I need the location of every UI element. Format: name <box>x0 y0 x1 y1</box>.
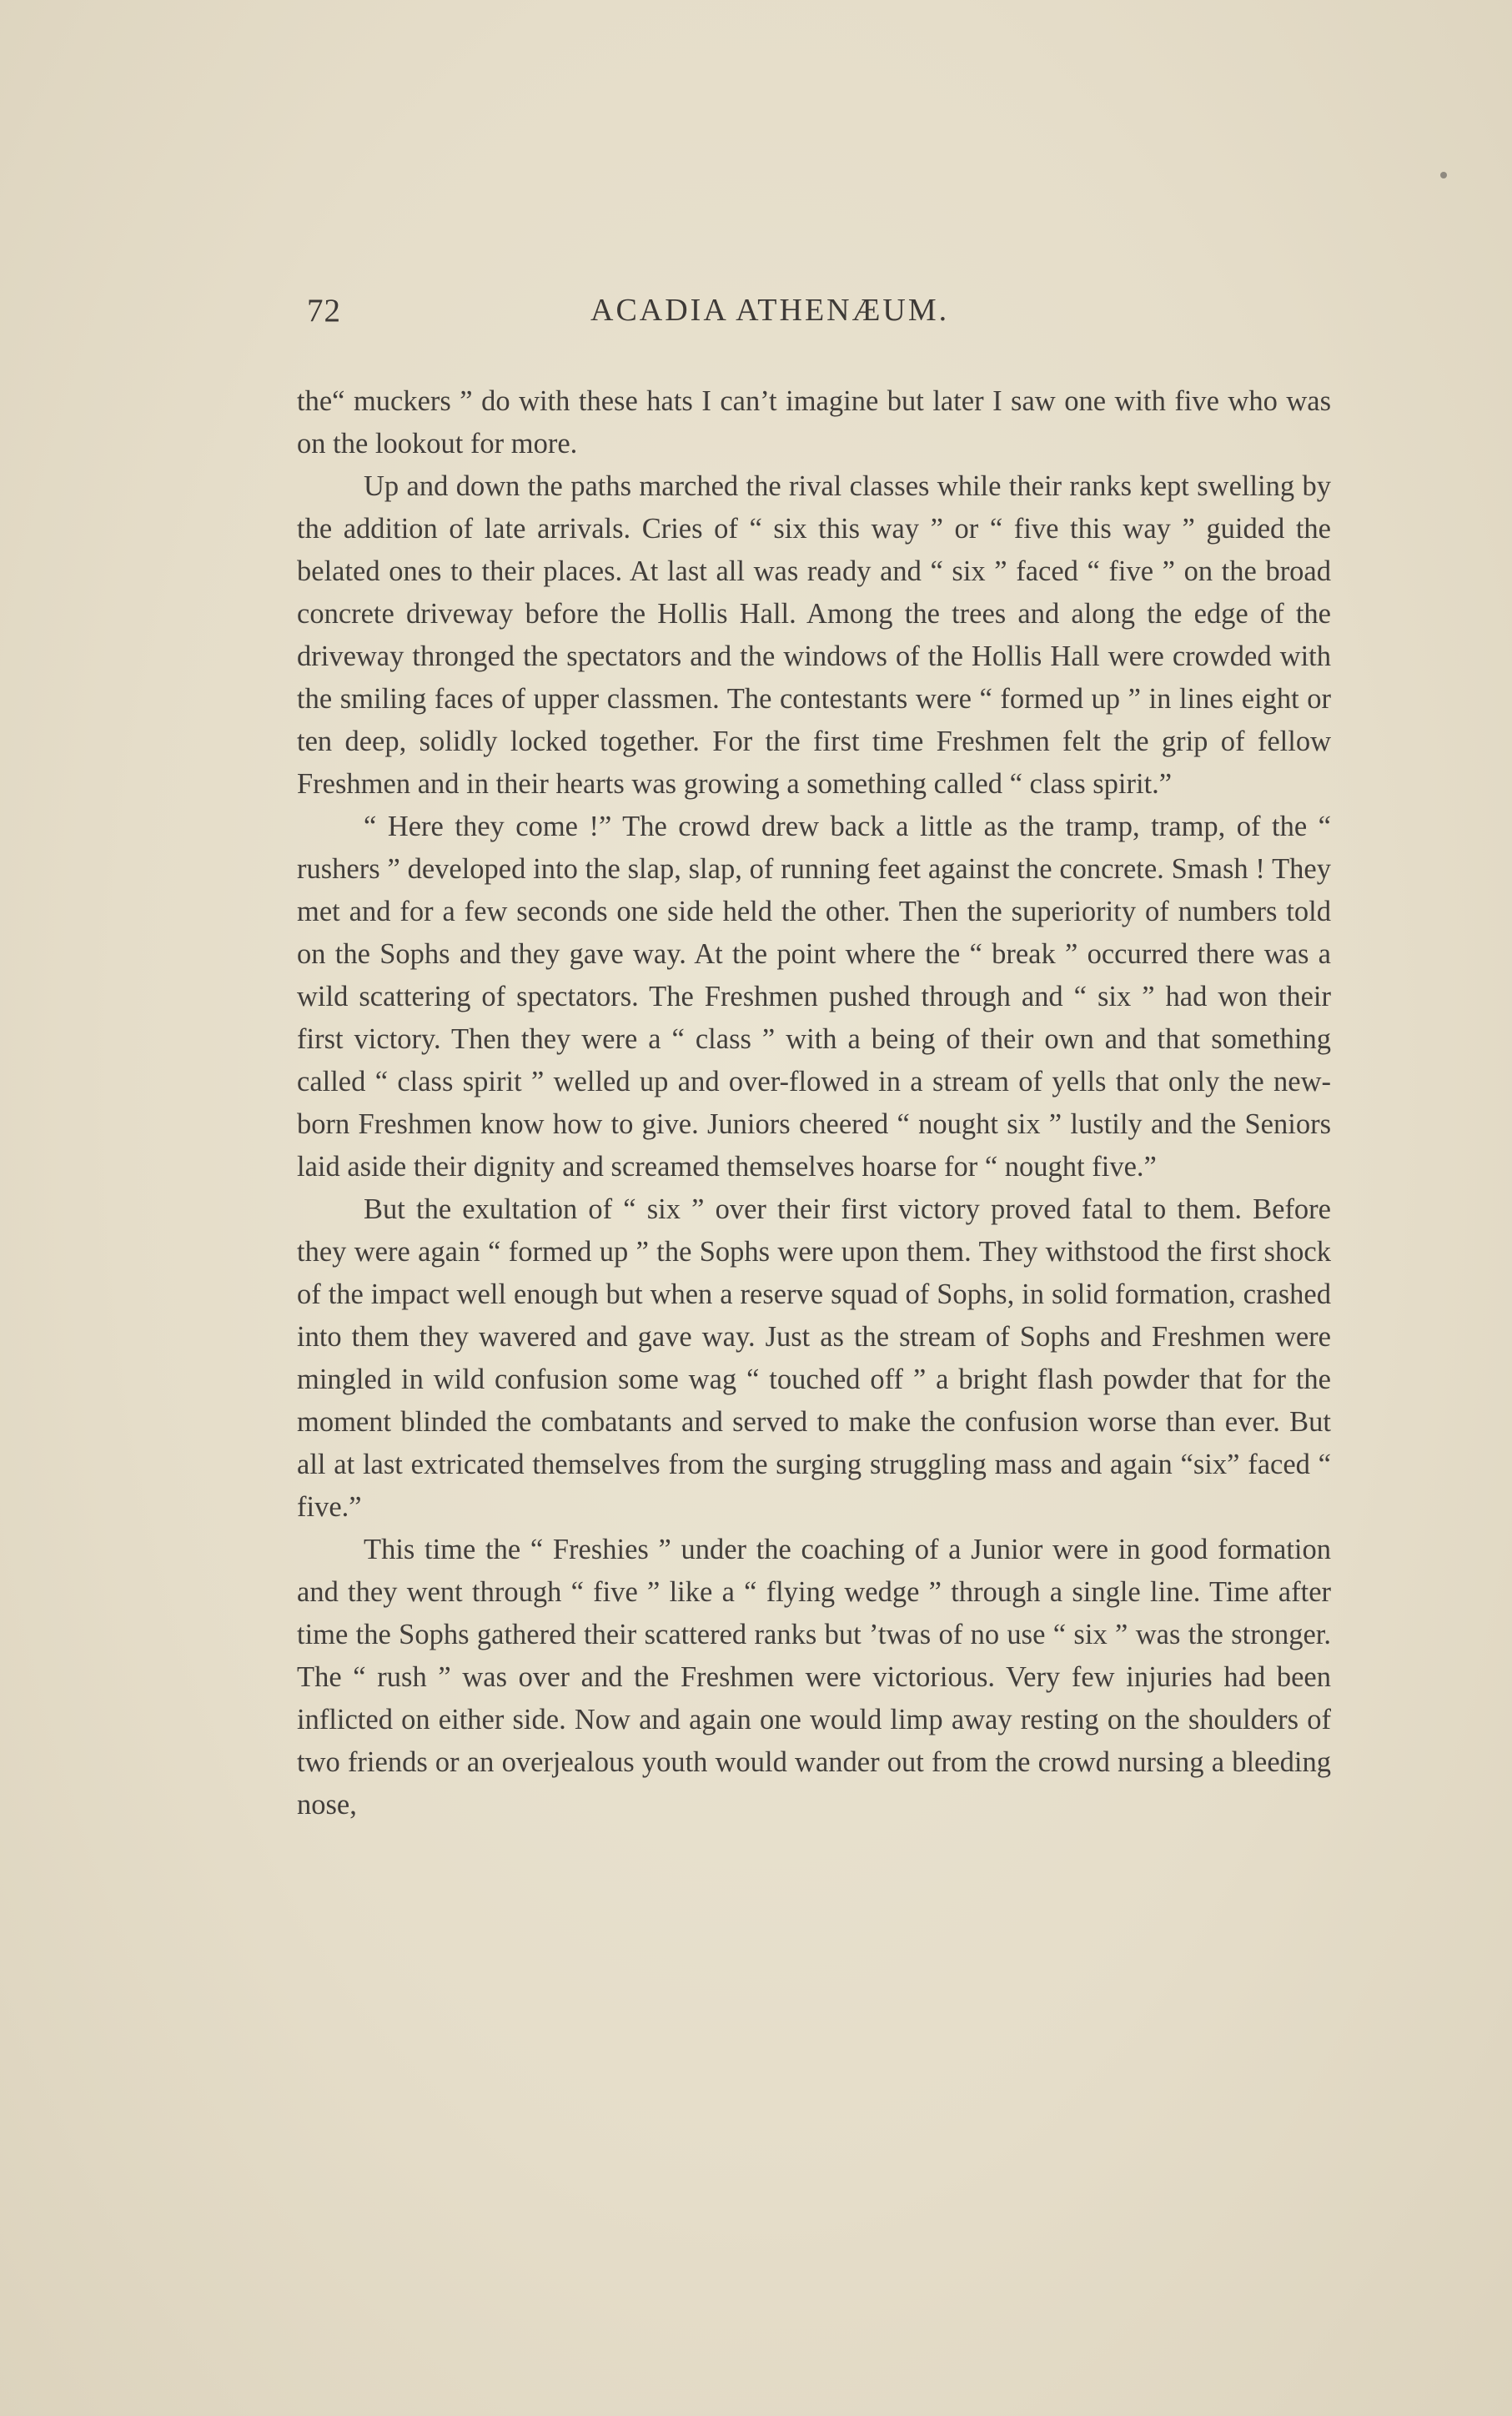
paper-fleck <box>1440 172 1447 178</box>
journal-title: ACADIA ATHENÆUM. <box>590 293 950 328</box>
paragraph-2: Up and down the paths marched the rival classes while their ranks kept swelling by the addition of late arrivals. Cries of “ six this way ” or “ five this way ” guided the belated ones to their places. At last all was ready and “ six ” faced “ five ” on the broad concrete driveway before the Hollis Hall. Among the trees and along the edge of the driveway thronged the spectators and the windows of the Hollis Hall were crowded with the smiling faces of upper classmen. The contestants were “ formed up ” in lines eight or ten deep, solidly locked together. For the first time Freshmen felt the grip of fellow Freshmen and in their hearts was growing a something called “ class spirit.” <box>297 470 1331 800</box>
running-head <box>307 292 1345 342</box>
page-number: 72 <box>307 293 341 329</box>
paragraph-5: This time the “ Freshies ” under the coaching of a Junior were in good formation and they went through “ five ” like a “ flying wedge ” through a single line. Time after time the Sophs gathered their scattered ranks but ’twas of no use “ six ” was the stronger. The “ rush ” was over and the Freshmen were victorious. Very few injuries had been inflicted on either side. Now and again one would limp away resting on the shoulders of two friends or an overjealous youth would wander out from the crowd nursing a bleeding nose, <box>297 1534 1331 1821</box>
body-text <box>297 380 1331 1826</box>
paragraph-4: But the exultation of “ six ” over their first victory proved fatal to them. Before they were again “ formed up ” the Sophs were upon them. They withstood the first shock of the impact well enough but when a reserve squad of Sophs, in solid formation, crashed into them they wavered and gave way. Just as the stream of Sophs and Freshmen were mingled in wild confusion some wag “ touched off ” a bright flash powder that for the moment blinded the combatants and served to make the confusion worse than ever. But all at last extricated themselves from the surging struggling mass and again “six” faced “ five.” <box>297 1193 1331 1523</box>
paragraph-1: the“ muckers ” do with these hats I can’t imagine but later I saw one with five who was on the lookout for more. <box>297 385 1331 460</box>
paragraph-3: “ Here they come !” The crowd drew back a little as the tramp, tramp, of the “ rushers ” developed into the slap, slap, of running feet against the concrete. Smash ! They met and for a few seconds one side held the other. Then the superiority of numbers told on the Sophs and they gave way. At the point where the “ break ” occurred there was a wild scattering of spectators. The Freshmen pushed through and “ six ” had won their first victory. Then they were a “ class ” with a being of their own and that something called “ class spirit ” welled up and over-flowed in a stream of yells that only the new-born Freshmen know how to give. Juniors cheered “ nought six ” lustily and the Seniors laid aside their dignity and screamed themselves hoarse for “ nought five.” <box>297 811 1331 1183</box>
